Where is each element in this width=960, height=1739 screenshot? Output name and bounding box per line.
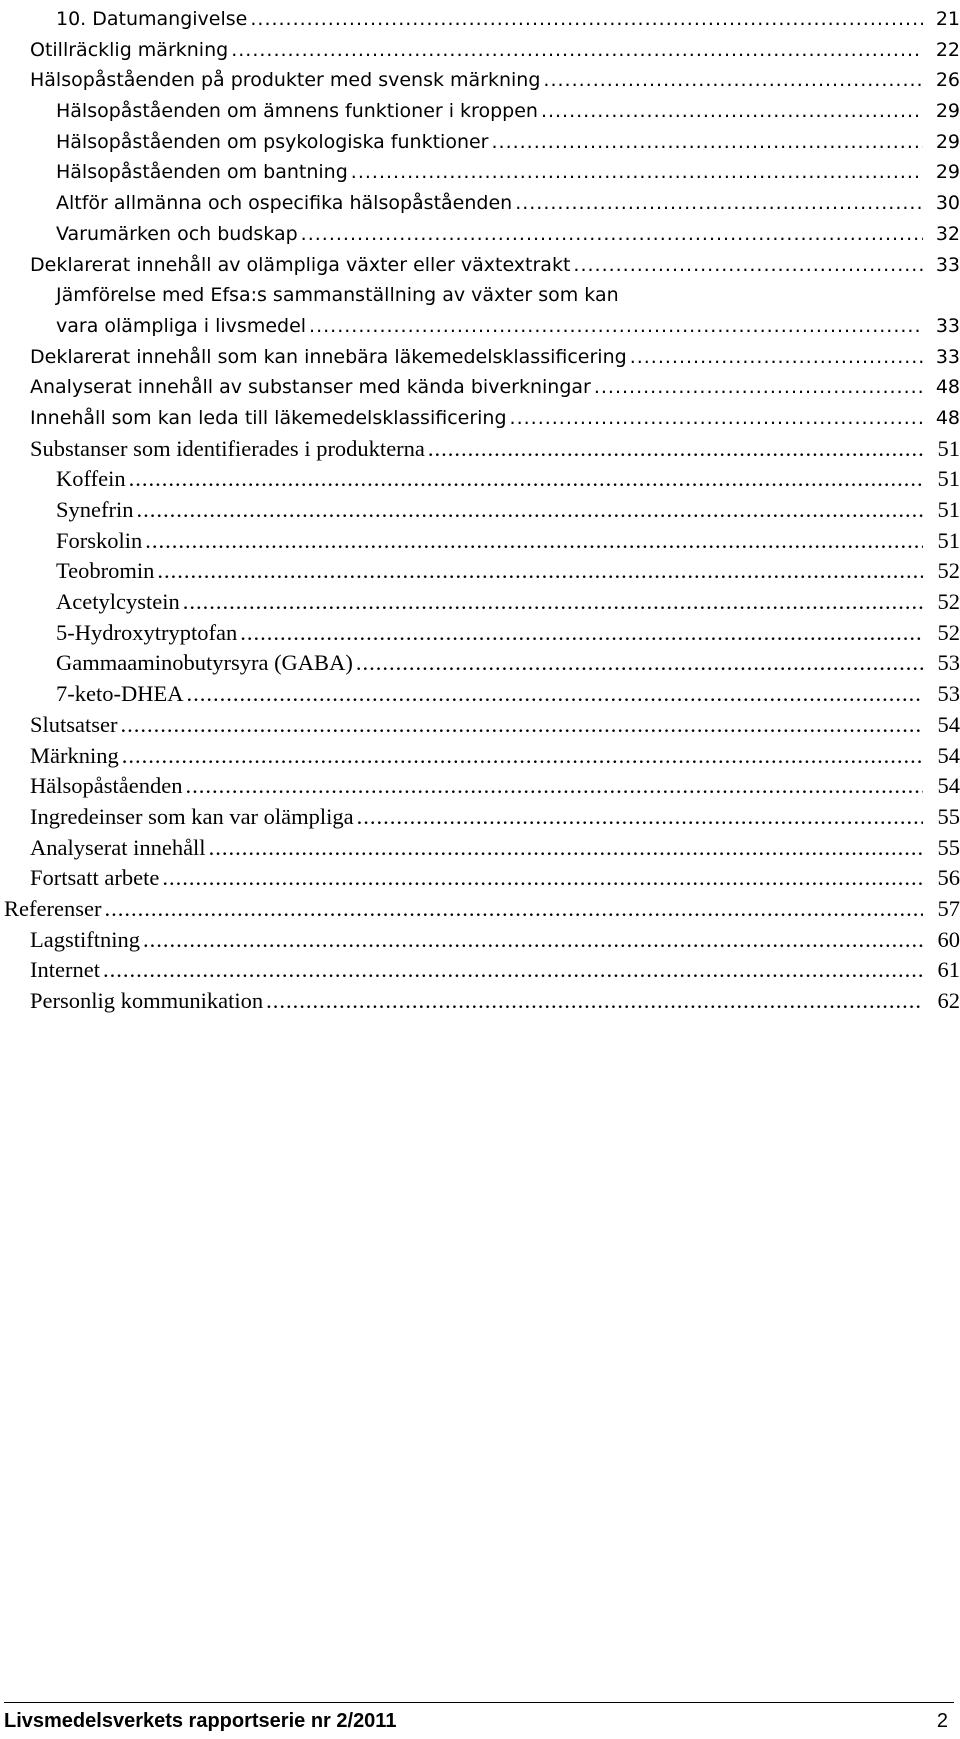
toc-dot-leader bbox=[122, 741, 923, 772]
toc-entry-label: Lagstiftning bbox=[30, 926, 140, 952]
toc-entry[interactable] bbox=[0, 833, 960, 864]
toc-dot-leader bbox=[301, 219, 923, 250]
toc-entry[interactable] bbox=[0, 618, 960, 649]
toc-entry-label: Deklarerat innehåll av olämpliga växter eller växtextrakt bbox=[30, 253, 571, 276]
toc-entry[interactable] bbox=[0, 464, 960, 495]
toc-entry-label: Slutsatser bbox=[30, 711, 118, 737]
toc-entry[interactable] bbox=[0, 710, 960, 741]
toc-entry[interactable] bbox=[0, 986, 960, 1017]
toc-entry-page: 33 bbox=[935, 253, 960, 276]
toc-dot-leader bbox=[157, 556, 923, 587]
toc-entry[interactable] bbox=[0, 495, 960, 526]
toc-entry-label: Altför allmänna och ospecifika hälsopåståenden bbox=[56, 192, 513, 215]
toc-dot-leader bbox=[231, 35, 923, 66]
toc-dot-leader bbox=[186, 679, 923, 710]
toc-entry-page: 48 bbox=[935, 376, 960, 399]
toc-entry-page: 54 bbox=[937, 742, 960, 768]
toc-entry-page: 54 bbox=[937, 773, 960, 799]
toc-dot-leader bbox=[209, 833, 923, 864]
toc-entry[interactable] bbox=[0, 96, 960, 127]
toc-dot-leader bbox=[121, 710, 924, 741]
toc-entry-label: Otillräcklig märkning bbox=[30, 38, 229, 61]
toc-entry[interactable] bbox=[0, 771, 960, 802]
toc-dot-leader bbox=[129, 464, 923, 495]
toc-entry[interactable] bbox=[0, 863, 960, 894]
toc-entry-label: vara olämpliga i livsmedel bbox=[56, 314, 307, 337]
toc-entry[interactable] bbox=[0, 587, 960, 618]
toc-entry-label: Hälsopåståenden bbox=[30, 773, 183, 799]
toc-entry[interactable] bbox=[0, 741, 960, 772]
toc-entry-page: 29 bbox=[935, 100, 960, 123]
toc-dot-leader bbox=[357, 802, 923, 833]
toc-entry[interactable] bbox=[0, 280, 960, 311]
toc-entry-page: 29 bbox=[935, 161, 960, 184]
toc-entry-label: Deklarerat innehåll som kan innebära läkemedelsklassificering bbox=[30, 345, 627, 368]
toc-entry[interactable] bbox=[0, 4, 960, 35]
toc-entry-label: Hälsopåståenden om ämnens funktioner i kroppen bbox=[56, 100, 538, 123]
toc-entry-page: 55 bbox=[937, 803, 960, 829]
toc-entry-label: Referenser bbox=[4, 895, 102, 921]
toc-entry-label: Acetylcystein bbox=[56, 589, 180, 615]
toc-entry-label: Forskolin bbox=[56, 527, 143, 553]
toc-dot-leader bbox=[541, 96, 923, 127]
toc-dot-leader bbox=[351, 157, 923, 188]
toc-entry[interactable] bbox=[0, 219, 960, 250]
toc-dot-leader bbox=[543, 65, 923, 96]
toc-entry[interactable] bbox=[0, 434, 960, 465]
toc-entry-page: 48 bbox=[935, 406, 960, 429]
toc-entry-label: Koffein bbox=[56, 466, 126, 492]
toc-entry-label: Jämförelse med Efsa:s sammanställning av växter som kan bbox=[56, 284, 619, 307]
toc-entry-label: Hälsopåståenden om bantning bbox=[56, 161, 348, 184]
toc-entry-label: Teobromin bbox=[56, 558, 155, 584]
toc-entry-page: 32 bbox=[935, 222, 960, 245]
toc-dot-leader bbox=[491, 127, 923, 158]
toc-entry-page: 61 bbox=[937, 957, 960, 983]
toc-entry[interactable] bbox=[0, 403, 960, 434]
toc-entry-label: Hälsopåståenden på produkter med svensk märkning bbox=[30, 69, 541, 92]
toc-entry-page: 33 bbox=[935, 314, 960, 337]
toc-entry-page: 53 bbox=[937, 681, 960, 707]
toc-entry-page: 51 bbox=[937, 466, 960, 492]
toc-entry[interactable] bbox=[0, 955, 960, 986]
toc-entry-page: 51 bbox=[937, 497, 960, 522]
table-of-contents bbox=[0, 4, 960, 1017]
toc-entry-label: 10. Datumangivelse bbox=[56, 8, 248, 30]
toc-entry-label: Analyserat innehåll bbox=[30, 834, 206, 860]
toc-entry[interactable] bbox=[0, 526, 960, 557]
toc-dot-leader bbox=[145, 526, 923, 557]
toc-dot-leader bbox=[356, 648, 923, 679]
toc-entry-page: 57 bbox=[937, 895, 960, 921]
toc-dot-leader bbox=[266, 986, 923, 1017]
toc-dot-leader bbox=[515, 188, 923, 219]
toc-entry[interactable] bbox=[0, 250, 960, 281]
toc-dot-leader bbox=[185, 771, 923, 802]
toc-entry[interactable] bbox=[0, 648, 960, 679]
toc-entry-label: Fortsatt arbete bbox=[30, 865, 160, 891]
toc-entry-page: 62 bbox=[937, 988, 960, 1013]
toc-dot-leader bbox=[573, 250, 923, 281]
toc-entry-page: 22 bbox=[935, 38, 960, 61]
toc-entry-page: 29 bbox=[935, 130, 960, 153]
toc-entry-label: 7-keto-DHEA bbox=[56, 681, 184, 707]
toc-dot-leader bbox=[250, 4, 923, 35]
toc-entry-label: Varumärken och budskap bbox=[56, 222, 298, 245]
toc-dot-leader bbox=[183, 587, 923, 618]
toc-entry-label: Synefrin bbox=[56, 497, 134, 522]
toc-entry-page: 33 bbox=[935, 345, 960, 368]
toc-entry-page: 53 bbox=[937, 650, 960, 676]
toc-entry-label: Personlig kommunikation bbox=[30, 988, 264, 1013]
toc-entry[interactable] bbox=[0, 925, 960, 956]
toc-entry-page: 52 bbox=[937, 619, 960, 645]
toc-entry-page: 26 bbox=[935, 69, 960, 92]
toc-entry[interactable] bbox=[0, 35, 960, 66]
footer-page-number: 2 bbox=[936, 1710, 948, 1732]
toc-dot-leader bbox=[104, 894, 923, 925]
toc-entry-page: 30 bbox=[935, 192, 960, 215]
toc-entry-page: 51 bbox=[937, 527, 960, 553]
toc-entry-page: 52 bbox=[937, 589, 960, 615]
toc-entry[interactable] bbox=[0, 65, 960, 96]
toc-dot-leader bbox=[630, 342, 923, 373]
toc-entry-page: 52 bbox=[937, 558, 960, 584]
toc-dot-leader bbox=[510, 403, 923, 434]
toc-entry[interactable] bbox=[0, 157, 960, 188]
footer-report-title: Livsmedelsverkets rapportserie nr 2/2011 bbox=[4, 1710, 397, 1732]
toc-dot-leader bbox=[594, 372, 923, 403]
toc-entry[interactable] bbox=[0, 679, 960, 710]
toc-dot-leader bbox=[143, 925, 923, 956]
toc-entry-label: Märkning bbox=[30, 742, 119, 768]
toc-entry-label: Substanser som identifierades i produkterna bbox=[30, 435, 425, 461]
toc-entry-label: Gammaaminobutyrsyra (GABA) bbox=[56, 650, 353, 676]
footer-divider bbox=[4, 1702, 954, 1703]
toc-entry-label: Hälsopåståenden om psykologiska funktioner bbox=[56, 130, 489, 153]
toc-dot-leader bbox=[428, 434, 923, 465]
toc-entry[interactable] bbox=[0, 342, 960, 373]
toc-entry-label: Analyserat innehåll av substanser med kända biverkningar bbox=[30, 376, 591, 399]
toc-dot-leader bbox=[137, 495, 924, 526]
page-footer bbox=[4, 1708, 948, 1734]
toc-entry[interactable] bbox=[0, 311, 960, 342]
toc-entry-label: Ingredeinser som kan var olämpliga bbox=[30, 803, 354, 829]
toc-entry-page: 56 bbox=[937, 865, 960, 891]
toc-entry-page: 55 bbox=[937, 834, 960, 860]
toc-dot-leader bbox=[309, 311, 923, 342]
toc-entry-page: 60 bbox=[937, 926, 960, 952]
toc-entry[interactable] bbox=[0, 894, 960, 925]
toc-entry-page: 21 bbox=[935, 8, 960, 30]
toc-entry[interactable] bbox=[0, 372, 960, 403]
toc-dot-leader bbox=[103, 955, 923, 986]
toc-entry-label: Internet bbox=[30, 957, 100, 983]
toc-entry[interactable] bbox=[0, 127, 960, 158]
toc-dot-leader bbox=[240, 618, 923, 649]
toc-entry-label: 5-Hydroxytryptofan bbox=[56, 619, 238, 645]
toc-dot-leader bbox=[162, 863, 923, 894]
toc-entry-page: 51 bbox=[937, 435, 960, 461]
toc-entry-page: 54 bbox=[937, 711, 960, 737]
toc-entry[interactable] bbox=[0, 802, 960, 833]
toc-entry-label: Innehåll som kan leda till läkemedelsklassificering bbox=[30, 406, 507, 429]
toc-entry[interactable] bbox=[0, 556, 960, 587]
toc-entry[interactable] bbox=[0, 188, 960, 219]
